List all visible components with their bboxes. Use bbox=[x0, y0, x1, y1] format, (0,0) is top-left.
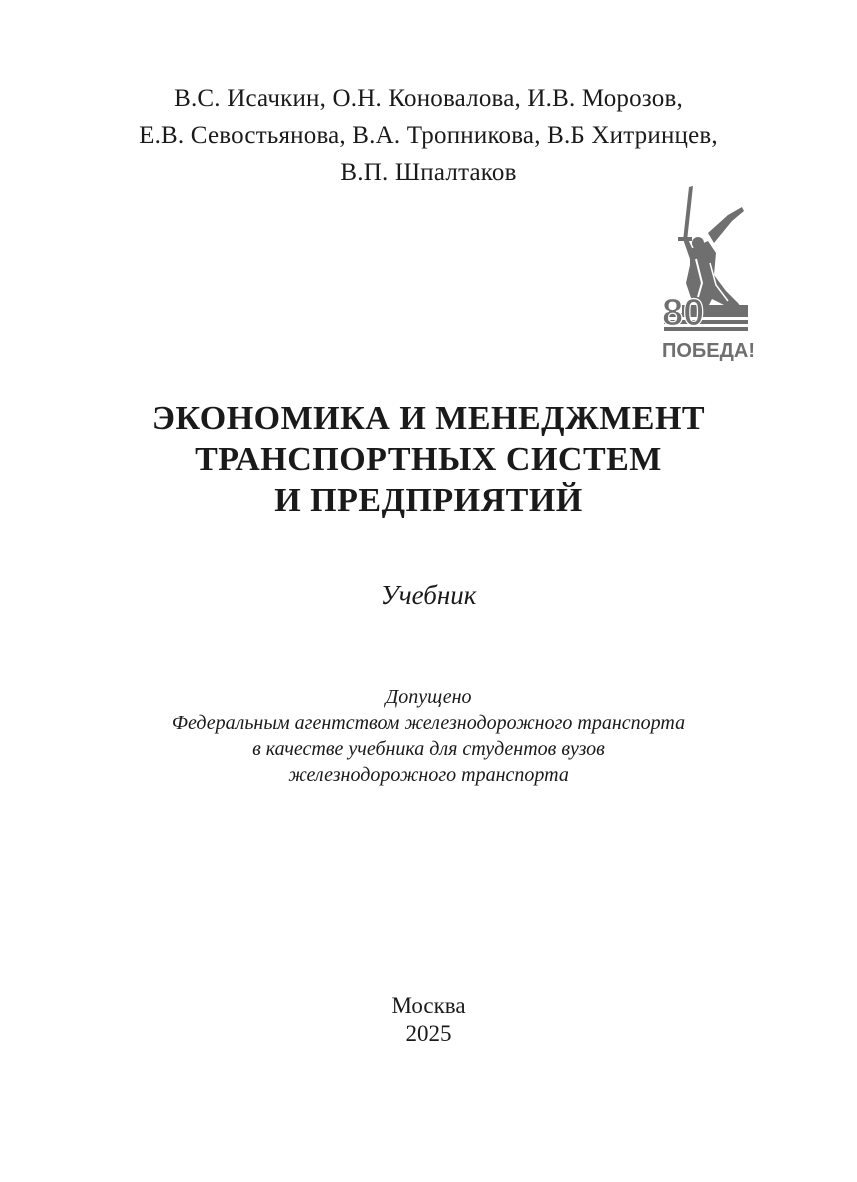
emblem-caption: ПОБЕДА! bbox=[662, 340, 755, 362]
emblem-number: 80 bbox=[662, 292, 705, 334]
approval-line-3: в качестве учебника для студентов вузов bbox=[252, 738, 605, 760]
authors-line-2: Е.В. Севостьянова, В.А. Тропникова, В.Б Хитринцев, bbox=[139, 122, 718, 149]
imprint-city: Москва bbox=[391, 993, 466, 1018]
book-title bbox=[0, 398, 857, 521]
authors-block bbox=[0, 80, 857, 191]
imprint-year: 2025 bbox=[405, 1021, 452, 1046]
approval-block bbox=[0, 684, 857, 788]
document-type: Учебник bbox=[380, 580, 477, 610]
approval-line-2: Федеральным агентством железнодорожного транспорта bbox=[171, 712, 686, 734]
imprint-block bbox=[0, 992, 857, 1048]
approval-line-1: Допущено bbox=[385, 686, 472, 708]
approval-line-4: железнодорожного транспорта bbox=[288, 764, 569, 786]
title-line-1: ЭКОНОМИКА И МЕНЕДЖМЕНТ bbox=[151, 400, 706, 437]
authors-line-3: В.П. Шпалтаков bbox=[340, 159, 517, 186]
authors-line-1: В.С. Исачкин, О.Н. Коновалова, И.В. Морозов, bbox=[174, 85, 683, 112]
victory-80-emblem-icon bbox=[652, 183, 760, 363]
title-line-3: И ПРЕДПРИЯТИЙ bbox=[274, 482, 583, 519]
title-line-2: ТРАНСПОРТНЫХ СИСТЕМ bbox=[195, 441, 662, 478]
